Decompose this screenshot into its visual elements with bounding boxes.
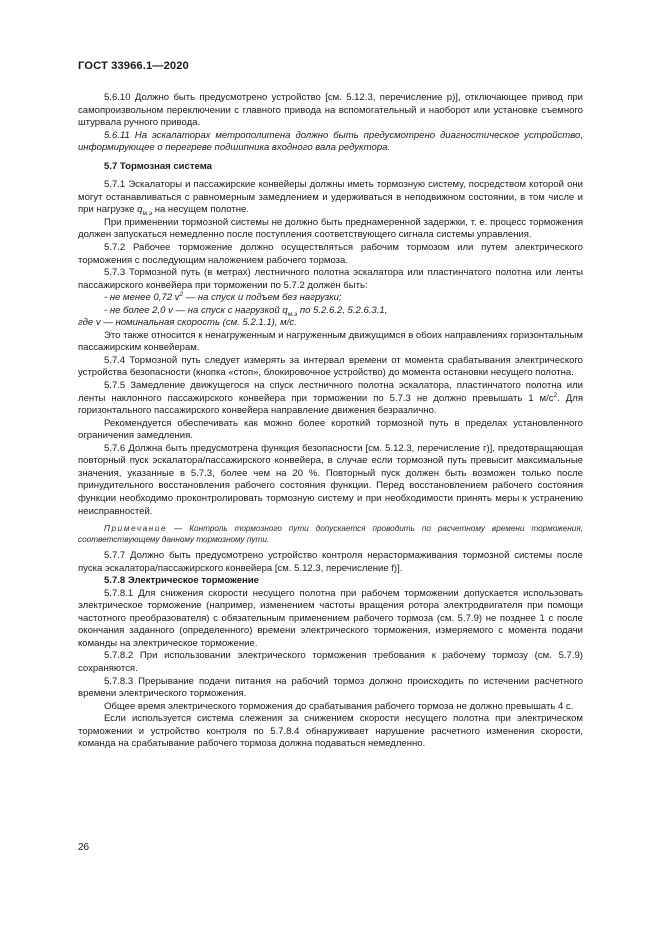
text-fragment: — на спуск и подъем без нагрузки; [185, 292, 342, 304]
paragraph-5-7-6: 5.7.6 Должна быть предусмотрена функция безопасности [см. 5.12.3, перечисление г)], предотвращающая повторный пуск эскалатора/пассажирского конвейера, в случае если тормозной путь превысит максимальные значения, указанные в 5.7.3, более чем на 20 %. Повторный пуск должен быть возможен только после принудительного восстановления рабочего состояния функции. Перед восстановлением рабочего состояния функции необходимо проконтролировать тормозную систему и при необходимости принять меры к устранению неисправностей. [78, 442, 583, 517]
paragraph-5-7-8-3-continued-2: Если используется система слежения за снижением скорости несущего полотна при электрическом торможении и устройство контроля по 5.7.8.4 обнаруживает нарушение расчетного изменения скорости, команда на срабатывание рабочего тормоза должна подаваться немедленно. [78, 713, 583, 750]
note-text: — Контроль тормозного пути допускается проводить по расчетному времени торможения, соответствующему данному тормозному пути. [78, 524, 583, 545]
text-fragment: — на спуск с нагрузкой [175, 304, 280, 316]
document-body [78, 92, 583, 751]
document-header: ГОСТ 33966.1—2020 [78, 60, 189, 72]
text-fragment: - не более 2,0 [104, 304, 166, 316]
symbol-q: q [137, 204, 143, 216]
symbol-q: q [282, 304, 288, 316]
paragraph-5-7-4: 5.7.4 Тормозной путь следует измерять за интервал времени от момента срабатывания электрического устройства безопасности (кнопка «стоп», блокировочное устройство) до момента остановки несущего полотна. [78, 354, 583, 379]
symbol-v: v [168, 304, 173, 316]
text-fragment: 5.7.5 Замедление движущегося на спуск лестничного полотна эскалатора, пластинчатого полотна или ленты наклонного пассажирского конвейера при торможении по 5.7.3 не должно превышать 1 м/с [78, 380, 583, 404]
paragraph-5-7-7: 5.7.7 Должно быть предусмотрено устройство контроля нерастормаживания тормозной системы после пуска эскалатора/пассажирского конвейера [см. 5.12.3, перечисление f)]. [78, 550, 583, 574]
subsection-heading-5-7-8: 5.7.8 Электрическое торможение [104, 575, 259, 587]
paragraph-5-7-3: 5.7.3 Тормозной путь (в метрах) лестничного полотна эскалатора или пластинчатого полотна или ленты пассажирского конвейера при торможении по 5.7.2 должен быть: [78, 267, 583, 291]
page-number: 26 [78, 842, 90, 853]
paragraph-5-7-5-continued: Рекомендуется обеспечивать как можно более короткий тормозной путь в пределах установленного ограничения замедления. [78, 417, 583, 442]
text-fragment: на несущем полотне. [154, 204, 249, 216]
superscript: 2 [179, 291, 184, 299]
text-fragment: где [78, 317, 94, 329]
section-heading-5-7: 5.7 Тормозная система [104, 160, 212, 172]
paragraph-5-7-8-2: 5.7.8.2 При использовании электрического торможения требования к рабочему тормозу (см. 5.7.9) сохраняются. [78, 650, 583, 674]
paragraph-5-6-10: 5.6.10 Должно быть предусмотрено устройство [см. 5.12.3, перечисление р)], отключающее привод при самопроизвольном переключении с главного привода на вспомогательный и наоборот или установке съемного штурвала ручного привода. [78, 92, 583, 129]
paragraph-5-7-8-3: 5.7.8.3 Прерывание подачи питания на рабочий тормоз должно происходить по истечении расчетного времени электрического торможения. [78, 675, 583, 700]
note [78, 523, 583, 545]
symbol-v: v [95, 317, 101, 329]
paragraph-5-7-5 [78, 380, 583, 418]
symbol-q-subscript: м.э [287, 310, 298, 318]
paragraph-5-7-8-1: 5.7.8.1 Для снижения скорости несущего полотна при рабочем торможении допускается использовать электрическое торможение (например, изменением частоты вращения ротора электродвигателя при помощи частотного преобразователя) с обязательным применением рабочего тормоза (см. 5.7.9) не позднее 1 с после окончания заданного (определенного) времени электрического торможения, измеряемого с момента подачи команды на электрическое торможение. [78, 587, 583, 649]
symbol-q-subscript: м.э [142, 210, 153, 218]
bullet-max-distance [78, 305, 583, 318]
superscript: 2 [553, 391, 558, 399]
text-fragment: - не менее 0,72 [104, 292, 173, 304]
text-fragment: — номинальная скорость (см. 5.2.1.1), м/с. [103, 317, 297, 329]
symbol-v: v [174, 292, 180, 304]
paragraph-5-7-8-3-continued: Общее время электрического торможения до срабатывания рабочего тормоза не должно превышать 4 с. [104, 700, 574, 712]
bullet-min-distance [78, 292, 583, 305]
paragraph-5-7-2: 5.7.2 Рабочее торможение должно осуществляться рабочим тормозом или путем электрического торможения с последующим наложением рабочего тормоза. [78, 242, 583, 266]
note-label: Примечание [104, 524, 168, 534]
text-fragment: . Для горизонтального пассажирского конвейера направление движения безразлично. [78, 392, 583, 417]
paragraph-5-7-1-continued: При применении тормозной системы не должно быть преднамеренной задержки, т. е. процесс торможения должен запускаться немедленно после поступления соответствующего сигнала системы управления. [78, 216, 583, 241]
paragraph-5-7-1 [78, 179, 583, 217]
paragraph-5-6-11: 5.6.11 На эскалаторах метрополитена должно быть предусмотрено диагностическое устройство, информирующее о перегреве подшипника входного вала редуктора. [78, 129, 583, 154]
text-fragment: по 5.2.6.2, 5.2.6.3.1, [299, 304, 388, 316]
text-fragment: 5.7.1 Эскалаторы и пассажирские конвейеры должны иметь тормозную систему, посредством которой они могут останавливаться с равномерным замедлением и удерживаться в неподвижном состоянии, в том числе и при нагрузке [78, 179, 583, 216]
definition-v [78, 317, 583, 330]
paragraph-5-7-3-continued: Это также относится к ненагруженным и нагруженным движущимся в обоих направлениях горизонтальным пассажирским конвейерам. [78, 329, 583, 354]
